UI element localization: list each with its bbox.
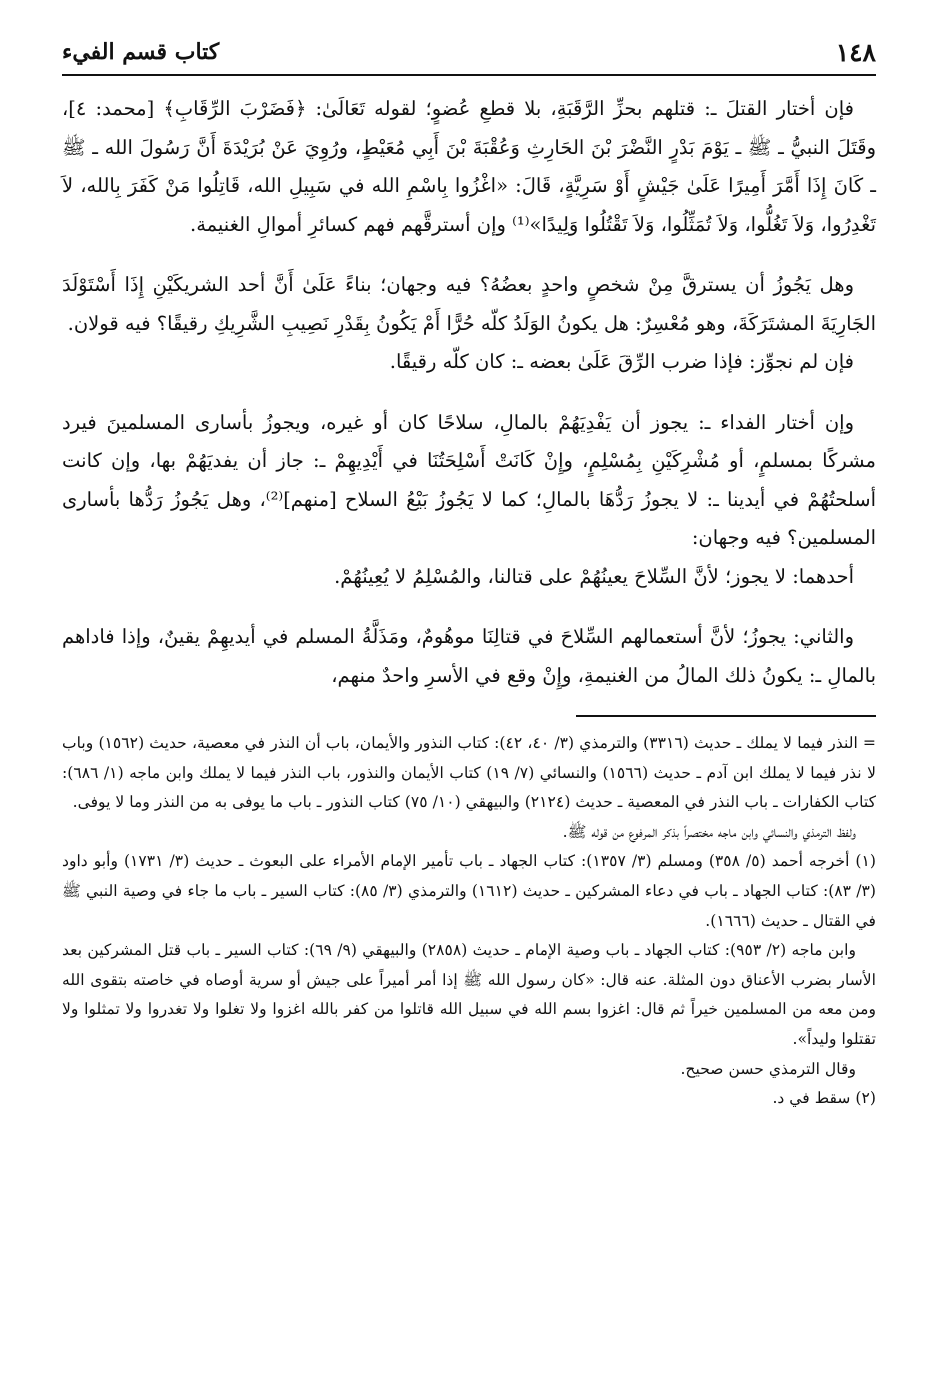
footnote-separator: [576, 715, 876, 717]
paragraph-second-view: والثاني: يجوزُ؛ لأنَّ أستعمالهم السِّلاحَ في قتالِنَا موهُومٌ، ومَذَلَّةُ المسلم في أيديهِمْ يقينٌ، وإذا فاداهم بالمالِ ـ: يكونُ ذلك المالُ من الغنيمةِ، وإِنْ وقع في الأسرِ واحدٌ منهم،: [62, 625, 876, 687]
page-header: [62, 30, 876, 76]
footnote-1-grading: وقال الترمذي حسن صحيح.: [680, 1059, 856, 1078]
paragraph-ransom: وإن أختار الفداء ـ: يجوز أن يَفْدِيَهُمْ بالمالِ، سلاحًا كان أو غيره، ويجوزُ بأسارى المسلمينَ فيرد مشركًا بمسلمٍ، أو مُشْرِكَيْنِ بِمُسْلِمٍ، وإِنْ كَانَتْ أَسْلِحَتُنَا في أَيْدِيهِمْ ـ: جاز أن يفديَهُمْ بها، وإن كانت أسلحتُهُمْ في أيدينا ـ: لا يجوزُ رَدُّهَا بالمالِ؛ كما لا يَجُوزُ بَيْعُ السلاح [منهم]⁽²⁾، وهل يَجُوزُ رَدُّها بأسارى المسلمين؟ فيه وجهان:: [62, 410, 876, 549]
paragraph-partial-enslavement: وهل يَجُوزُ أن يسترقَّ مِنْ شخصٍ واحدٍ بعضُهُ؟ فيه وجهان؛ بناءً عَلَىٰ أَنَّ أحد الشريكَيْنِ إِذَا أَسْتَوْلَدَ الجَارِيَةَ المشتَرَكَةَ، وهو مُعْسِرٌ: هل يكونُ الوَلَدُ كلّه حُرًّا أَمْ يَكُونُ بِقَدْرِ نَصِيبِ الشَّرِيكِ رقيقًا؟ فيه قولان.: [62, 273, 876, 335]
page-number: ١٤٨: [835, 37, 876, 67]
book-page: [62, 30, 876, 1114]
footnote-note: ولفظ الترمذي والنسائي وابن ماجه مختصراً بذكر المرفوع من قوله ﷺ.: [562, 822, 856, 841]
footnote-1: (١) أخرجه أحمد (٥/ ٣٥٨) ومسلم (٣/ ١٣٥٧): كتاب الجهاد ـ باب تأمير الإمام الأمراء على البعوث ـ حديث (٣/ ١٧٣١) وأبو داود (٣/ ٨٣): كتاب الجهاد ـ باب في دعاء المشركين ـ حديث (١٦١٢) والترمذي (٣/ ٨٥): كتاب السير ـ باب ما جاء في وصية النبي ﷺ في القتال ـ حديث (١٦٦٦).: [62, 852, 877, 930]
footnotes: [62, 729, 876, 1114]
running-title: كتاب قسم الفيء: [62, 39, 220, 65]
paragraph-not-permitted: فإن لم نجوِّز: فإذا ضرب الرِّقَ عَلَىٰ بعضه ـ: كان كلّه رقيقًا.: [389, 350, 854, 373]
paragraph-execution: فإن أختار القتلَ ـ: قتلهم بحزِّ الرَّقَبَةِ، بلا قطعِ عُضوٍ؛ لقوله تَعَالَىٰ: ﴿فَضَرْبَ الرِّقَابِ﴾ [محمد: ٤]، وقَتَلَ النبيُّ ـ ﷺ ـ يَوْمَ بَدْرٍ النَّضْرَ بْنَ الحَارِثِ وَعُقْبَةَ بْنَ أَبِي مُعَيْطٍ، ورُوِيَ عَنْ بُرَيْدَةَ أَنَّ رَسُولَ الله ـ ﷺ ـ كَانَ إِذَا أَمَّرَ أَمِيرًا عَلَىٰ جَيْشٍ أَوْ سَرِيَّةٍ، قَالَ: «اغْزُوا بِاسْمِ الله في سَبِيلِ الله، قَاتِلُوا مَنْ كَفَرَ بِالله، لاَ تَغْدِرُوا، وَلاَ تَغُلُّوا، وَلاَ تُمَثِّلُوا، وَلاَ تَقْتُلُوا وَلِيدًا»⁽¹⁾ وإن أسترقَّهم فهم كسائرِ أموالِ الغنيمة.: [62, 97, 876, 236]
main-text: [62, 90, 876, 695]
footnote-1-continued: وابن ماجه (٢/ ٩٥٣): كتاب الجهاد ـ باب وصية الإمام ـ حديث (٢٨٥٨) والبيهقي (٩/ ٦٩): كتاب السير ـ باب قتل المشركين بعد الأسار بضرب الأعناق دون المثلة. عنه قال: «كان رسول الله ﷺ إذا أمر أميراً على جيش أو سرية أوصاه في خاصته بتقوى الله ومن معه من المسلمين خيراً ثم قال: اغزوا بسم الله في سبيل الله قاتلوا من كفر بالله اغزوا ولا تغلوا ولا تغدروا ولا تمثلوا ولا تقتلوا وليداً».: [62, 941, 876, 1048]
paragraph-first-view: أحدهما: لا يجوز؛ لأنَّ السِّلاحَ يعينُهُمْ على قتالنا، والمُسْلِمُ لا يُعِينُهُمْ.: [334, 564, 854, 588]
footnote-continuation: = النذر فيما لا يملك ـ حديث (٣٣١٦) والترمذي (٣/ ٤٠، ٤٢): كتاب النذور والأيمان، باب أن النذر في معصية، حديث (١٥٦٢) وباب لا نذر فيما لا يملك ابن آدم ـ حديث (١٥٦٦) والنسائي (٧/ ١٩) كتاب الأيمان والنذور، باب النذر فيما لا يملك وابن ماجه (١/ ٦٨٦): كتاب الكفارات ـ باب النذر في المعصية ـ حديث (٢١٢٤) والبيهقي (١٠/ ٧٥) كتاب النذور ـ باب ما يوفى به من النذر وما لا يوفى.: [62, 734, 877, 812]
footnote-2: (٢) سقط في د.: [772, 1089, 876, 1108]
